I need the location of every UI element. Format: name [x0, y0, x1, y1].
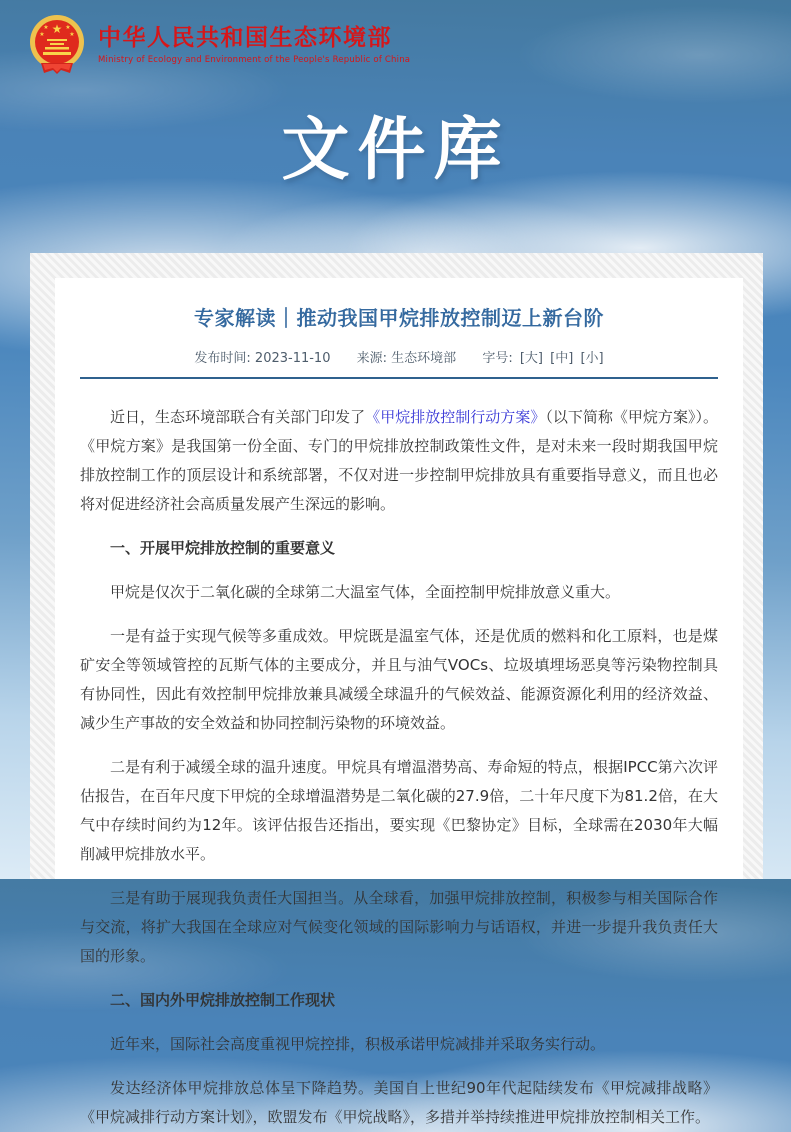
font-size-control: [482, 351, 603, 366]
site-name-en: Ministry of Ecology and Environment of the People's Republic of China: [98, 55, 411, 66]
site-header: [0, 0, 791, 90]
article-paragraph: 二是有利于减缓全球的温升速度。甲烷具有增温潜势高、寿命短的特点，根据IPCC第六次评估报告，在百年尺度下甲烷的全球增温潜势是二氧化碳的27.9倍，二十年尺度下为81.2倍，在大气中存续时间约为12年。该评估报告还指出，要实现《巴黎协定》目标，全球需在2030年大幅削减甲烷排放水平。: [80, 758, 718, 863]
source: [357, 351, 461, 366]
section-heading-1: 一、开展甲烷排放控制的重要意义: [110, 539, 336, 557]
publish-time-label: 发布时间:: [194, 351, 251, 366]
paragraph-text: （以下简称《甲烷方案》）。《甲烷方案》是我国第一份全面、专门的甲烷排放控制政策性文件，是对未来一段时期我国甲烷排放控制工作的顶层设计和系统部署，不仅对进一步控制甲烷排放具有重要指导意义，而且也必将对促进经济社会高质量发展产生深远的影响。: [80, 408, 718, 513]
article-title: 专家解读｜推动我国甲烷排放控制迈上新台阶: [194, 306, 604, 330]
svg-text:★: ★: [51, 22, 63, 36]
meta-divider: [80, 377, 718, 379]
publish-time-value: 2023-11-10: [254, 351, 331, 366]
methane-plan-link[interactable]: 《甲烷排放控制行动方案》: [365, 408, 546, 426]
font-size-label: 字号:: [482, 351, 513, 366]
svg-text:★: ★: [65, 24, 71, 31]
article-paragraph: 甲烷是仅次于二氧化碳的全球第二大温室气体，全面控制甲烷排放意义重大。: [110, 583, 621, 601]
svg-text:★: ★: [69, 31, 75, 38]
source-value: 生态环境部: [391, 351, 457, 366]
document-card: [30, 253, 763, 1126]
article-body: [80, 403, 718, 1132]
svg-text:★: ★: [39, 31, 45, 38]
article-paragraph: 一是有益于实现气候等多重成效。甲烷既是温室气体，还是优质的燃料和化工原料，也是煤矿安全等领域管控的瓦斯气体的主要成分，并且与油气VOCs、垃圾填埋场恶臭等污染物控制具有协同性，因此有效控制甲烷排放兼具减缓全球温升的气候效益、能源资源化利用的经济效益、减少生产事故的安全效益和协同控制污染物的环境效益。: [80, 627, 718, 732]
national-emblem-icon: [28, 13, 86, 77]
page-title-banner: 文件库: [281, 111, 510, 190]
section-heading-2: 二、国内外甲烷排放控制工作现状: [110, 991, 336, 1009]
publish-time: [194, 351, 334, 366]
source-label: 来源:: [356, 351, 388, 366]
article-meta: [80, 347, 718, 366]
document-content: [55, 278, 743, 1126]
font-size-medium-button[interactable]: [中]: [550, 351, 574, 366]
svg-text:★: ★: [43, 24, 49, 31]
paragraph-text: 近日，生态环境部联合有关部门印发了: [110, 408, 366, 426]
font-size-large-button[interactable]: [大]: [519, 351, 543, 366]
site-name-block: [98, 25, 410, 66]
font-size-small-button[interactable]: [小]: [580, 351, 604, 366]
article-paragraph: 三是有助于展现我负责任大国担当。从全球看，加强甲烷排放控制，积极参与相关国际合作与交流，将扩大我国在全球应对气候变化领域的国际影响力与话语权，并进一步提升我负责任大国的形象。: [80, 889, 718, 965]
article-paragraph: [80, 403, 718, 519]
article-paragraph: 发达经济体甲烷排放总体呈下降趋势。美国自上世纪90年代起陆续发布《甲烷减排战略》《甲烷减排行动方案计划》，欧盟发布《甲烷战略》，多措并举持续推进甲烷排放控制相关工作。: [80, 1079, 718, 1126]
site-name-cn: 中华人民共和国生态环境部: [98, 24, 392, 51]
article-paragraph: 近年来，国际社会高度重视甲烷控排，积极承诺甲烷减排并采取务实行动。: [110, 1035, 606, 1053]
